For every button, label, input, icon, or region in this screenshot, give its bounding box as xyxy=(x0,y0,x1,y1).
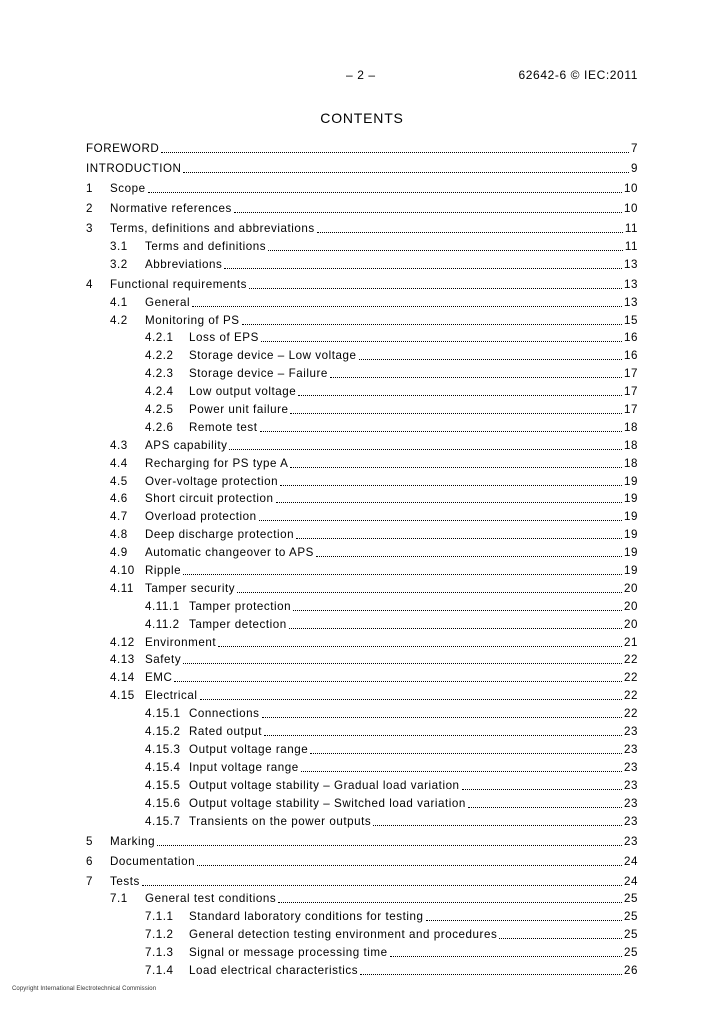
toc-entry[interactable] xyxy=(86,363,638,381)
dot-leader xyxy=(249,288,622,289)
toc-entry-page: 19 xyxy=(624,510,638,524)
toc-entry-page: 20 xyxy=(624,599,638,613)
toc-entry-number: 4.7 xyxy=(110,510,128,524)
toc-entry-number: 4.12 xyxy=(110,635,135,649)
toc-entry-number: 3.1 xyxy=(110,239,128,253)
toc-entry[interactable] xyxy=(86,156,638,176)
dot-leader xyxy=(289,628,622,629)
toc-entry-number: 4.2.2 xyxy=(145,349,174,363)
dot-leader xyxy=(359,359,622,360)
toc-entry-title: Environment xyxy=(145,635,217,649)
dot-leader xyxy=(197,865,622,866)
dot-leader xyxy=(296,538,622,539)
dot-leader xyxy=(468,807,622,808)
toc-entry-number: 7 xyxy=(86,874,93,888)
dot-leader xyxy=(280,485,622,486)
dot-leader xyxy=(298,395,622,396)
dot-leader xyxy=(261,341,622,342)
toc-entry-page: 19 xyxy=(624,474,638,488)
toc-entry-number: 4.15.6 xyxy=(145,796,181,810)
toc-entry[interactable] xyxy=(86,471,638,489)
toc-entry-page: 19 xyxy=(624,564,638,578)
toc-entry-title: Tamper security xyxy=(145,581,236,595)
dot-leader xyxy=(290,413,622,414)
toc-entry-number: 4.15.1 xyxy=(145,707,181,721)
dot-leader xyxy=(360,974,622,975)
toc-entry-page: 15 xyxy=(624,313,638,327)
toc-entry-page: 13 xyxy=(624,277,638,291)
dot-leader xyxy=(373,825,622,826)
dot-leader xyxy=(390,956,622,957)
toc-entry[interactable] xyxy=(86,196,638,216)
toc-entry[interactable] xyxy=(86,906,638,924)
toc-entry-number: 4.9 xyxy=(110,546,128,560)
dot-leader xyxy=(229,449,622,450)
toc-entry-title: Functional requirements xyxy=(110,277,248,291)
dot-leader xyxy=(161,152,629,153)
toc-entry-title: Normative references xyxy=(110,202,232,215)
dot-leader xyxy=(264,735,622,736)
toc-entry-title: Transients on the power outputs xyxy=(189,814,372,828)
dot-leader xyxy=(192,306,622,307)
toc-entry-page: 18 xyxy=(624,438,638,452)
toc-entry-title: Deep discharge protection xyxy=(145,528,295,542)
toc-entry-number: 4 xyxy=(86,277,93,291)
toc-entry-page: 22 xyxy=(624,689,638,703)
toc-entry-number: 4.3 xyxy=(110,438,128,452)
toc-entry-title: Abbreviations xyxy=(145,257,223,271)
toc-entry-number: 4.11.2 xyxy=(145,617,180,631)
toc-entry-number: 4.2.6 xyxy=(145,420,174,434)
toc-entry-title: Overload protection xyxy=(145,510,257,524)
toc-entry-title: INTRODUCTION xyxy=(86,162,182,175)
toc-entry-page: 19 xyxy=(624,546,638,560)
toc-entry[interactable] xyxy=(86,506,638,524)
toc-entry-number: 4.4 xyxy=(110,456,128,470)
toc-entry-title: Low output voltage xyxy=(189,385,297,399)
toc-entry-title: Safety xyxy=(145,653,182,667)
toc-entry[interactable] xyxy=(86,254,638,272)
toc-entry[interactable] xyxy=(86,216,638,236)
dot-leader xyxy=(278,902,622,903)
dot-leader xyxy=(276,502,622,503)
toc-entry[interactable] xyxy=(86,399,638,417)
toc-entry-page: 18 xyxy=(624,420,638,434)
toc-entry[interactable] xyxy=(86,889,638,907)
toc-entry-title: Monitoring of PS xyxy=(145,313,240,327)
toc-entry-title: Over-voltage protection xyxy=(145,474,279,488)
dot-leader xyxy=(310,753,622,754)
toc-entry-page: 16 xyxy=(624,331,638,345)
table-of-contents xyxy=(86,136,638,978)
toc-entry-page: 23 xyxy=(624,725,638,739)
dot-leader xyxy=(148,192,622,193)
toc-entry-page: 9 xyxy=(631,162,638,175)
toc-entry-title: Short circuit protection xyxy=(145,492,274,506)
toc-entry[interactable] xyxy=(86,489,638,507)
toc-entry-title: Marking xyxy=(110,834,156,848)
toc-entry-number: 4.8 xyxy=(110,528,128,542)
toc-entry-number: 4.11 xyxy=(110,581,134,595)
dot-leader xyxy=(499,938,622,939)
dot-leader xyxy=(237,592,622,593)
toc-entry-number: 4.1 xyxy=(110,295,128,309)
toc-entry-number: 4.2.5 xyxy=(145,403,174,417)
toc-entry-title: Storage device – Failure xyxy=(189,367,328,381)
copyright-notice: Copyright International Electrotechnical Commission xyxy=(12,986,157,992)
toc-entry-title: Rated output xyxy=(189,725,262,739)
toc-entry-title: Loss of EPS xyxy=(189,331,259,345)
toc-entry-page: 22 xyxy=(624,707,638,721)
toc-entry[interactable] xyxy=(86,793,638,811)
dot-leader xyxy=(142,885,622,886)
toc-entry-number: 4.2.3 xyxy=(145,367,174,381)
toc-entry[interactable] xyxy=(86,650,638,668)
dot-leader xyxy=(174,681,622,682)
toc-entry-page: 25 xyxy=(624,928,638,942)
toc-entry-page: 23 xyxy=(624,834,638,848)
toc-entry-title: Scope xyxy=(110,182,146,195)
toc-entry-page: 20 xyxy=(624,617,638,631)
toc-entry-title: Tests xyxy=(110,874,140,888)
toc-entry[interactable] xyxy=(86,960,638,978)
contents-heading: CONTENTS xyxy=(320,110,404,126)
dot-leader xyxy=(293,610,622,611)
toc-entry-number: 4.10 xyxy=(110,564,135,578)
toc-entry-number: 1 xyxy=(86,182,93,195)
toc-entry-page: 16 xyxy=(624,349,638,363)
dot-leader xyxy=(462,789,622,790)
toc-entry[interactable] xyxy=(86,703,638,721)
toc-entry[interactable] xyxy=(86,849,638,869)
toc-entry[interactable] xyxy=(86,292,638,310)
toc-entry-page: 10 xyxy=(624,202,638,215)
toc-entry-number: 4.15.7 xyxy=(145,814,181,828)
toc-entry-title: Output voltage stability – Gradual load variation xyxy=(189,778,460,792)
toc-entry[interactable] xyxy=(86,667,638,685)
toc-entry-number: 4.15.4 xyxy=(145,760,181,774)
toc-entry-title: Terms and definitions xyxy=(145,239,267,253)
toc-entry[interactable] xyxy=(86,417,638,435)
toc-entry[interactable] xyxy=(86,869,638,889)
toc-entry-page: 24 xyxy=(624,874,638,888)
toc-entry-number: 7.1.3 xyxy=(145,946,174,960)
toc-entry[interactable] xyxy=(86,272,638,292)
dot-leader xyxy=(157,845,622,846)
toc-entry-page: 22 xyxy=(624,671,638,685)
toc-entry[interactable] xyxy=(86,942,638,960)
toc-entry[interactable] xyxy=(86,345,638,363)
toc-entry-page: 10 xyxy=(624,182,638,195)
toc-entry-page: 17 xyxy=(624,385,638,399)
dot-leader xyxy=(218,646,622,647)
toc-entry-number: 7.1.4 xyxy=(145,963,174,977)
toc-entry-number: 5 xyxy=(86,834,93,848)
toc-entry-title: Ripple xyxy=(145,564,182,578)
toc-entry-page: 20 xyxy=(624,581,638,595)
toc-entry-number: 4.6 xyxy=(110,492,128,506)
toc-entry-title: Load electrical characteristics xyxy=(189,963,359,977)
toc-entry-page: 17 xyxy=(624,367,638,381)
toc-entry-page: 23 xyxy=(624,760,638,774)
toc-entry-number: 7.1 xyxy=(110,892,128,906)
toc-entry-page: 21 xyxy=(624,635,638,649)
toc-entry-number: 6 xyxy=(86,854,93,868)
dot-leader xyxy=(183,172,629,173)
toc-entry[interactable] xyxy=(86,310,638,328)
toc-entry-page: 11 xyxy=(624,222,638,235)
toc-entry-number: 4.15.2 xyxy=(145,725,181,739)
toc-entry-title: General test conditions xyxy=(145,892,277,906)
toc-entry-title: Input voltage range xyxy=(189,760,299,774)
toc-entry-title: Power unit failure xyxy=(189,403,289,417)
toc-entry[interactable] xyxy=(86,685,638,703)
toc-entry[interactable] xyxy=(86,614,638,632)
toc-entry-page: 23 xyxy=(624,778,638,792)
toc-entry[interactable] xyxy=(86,578,638,596)
toc-entry-number: 4.15 xyxy=(110,689,135,703)
toc-entry[interactable] xyxy=(86,632,638,650)
toc-entry-number: 4.13 xyxy=(110,653,135,667)
toc-entry[interactable] xyxy=(86,542,638,560)
toc-entry-title: Standard laboratory conditions for testing xyxy=(189,910,424,924)
toc-entry-page: 11 xyxy=(624,239,638,253)
toc-entry-number: 7.1.1 xyxy=(145,910,174,924)
dot-leader xyxy=(234,212,622,213)
page-number: – 2 – xyxy=(346,68,376,82)
toc-entry-title: Tamper detection xyxy=(189,617,287,631)
toc-entry[interactable] xyxy=(86,811,638,829)
toc-entry-title: FOREWORD xyxy=(86,142,160,155)
dot-leader xyxy=(317,232,623,233)
toc-entry[interactable] xyxy=(86,596,638,614)
toc-entry-title: Terms, definitions and abbreviations xyxy=(110,222,315,235)
dot-leader xyxy=(260,431,622,432)
toc-entry-title: Signal or message processing time xyxy=(189,946,388,960)
toc-entry[interactable] xyxy=(86,739,638,757)
dot-leader xyxy=(183,663,622,664)
toc-entry-page: 18 xyxy=(624,456,638,470)
toc-entry-page: 19 xyxy=(624,528,638,542)
toc-entry-title: APS capability xyxy=(145,438,228,452)
toc-entry-number: 3.2 xyxy=(110,257,128,271)
toc-entry[interactable] xyxy=(86,560,638,578)
toc-entry-title: Remote test xyxy=(189,420,258,434)
toc-entry-page: 23 xyxy=(624,814,638,828)
dot-leader xyxy=(242,324,622,325)
toc-entry-title: Documentation xyxy=(110,854,196,868)
toc-entry[interactable] xyxy=(86,829,638,849)
toc-entry-number: 3 xyxy=(86,222,93,235)
toc-entry-page: 25 xyxy=(624,910,638,924)
toc-entry-number: 4.2.4 xyxy=(145,385,174,399)
dot-leader xyxy=(301,771,622,772)
toc-entry-title: Recharging for PS type A xyxy=(145,456,289,470)
toc-entry-title: General xyxy=(145,295,191,309)
toc-entry-page: 23 xyxy=(624,796,638,810)
dot-leader xyxy=(290,467,622,468)
toc-entry[interactable] xyxy=(86,721,638,739)
toc-entry-title: Tamper protection xyxy=(189,599,292,613)
toc-entry-number: 4.2.1 xyxy=(145,331,174,345)
toc-entry-number: 2 xyxy=(86,202,93,215)
dot-leader xyxy=(426,920,623,921)
toc-entry[interactable] xyxy=(86,757,638,775)
toc-entry[interactable] xyxy=(86,381,638,399)
toc-entry-title: Connections xyxy=(189,707,260,721)
dot-leader xyxy=(268,250,623,251)
toc-entry[interactable] xyxy=(86,136,638,156)
toc-entry-page: 19 xyxy=(624,492,638,506)
toc-entry-number: 7.1.2 xyxy=(145,928,174,942)
toc-entry-number: 4.14 xyxy=(110,671,135,685)
toc-entry-title: General detection testing environment and procedures xyxy=(189,928,498,942)
dot-leader xyxy=(316,556,622,557)
toc-entry-title: Storage device – Low voltage xyxy=(189,349,357,363)
toc-entry[interactable] xyxy=(86,924,638,942)
toc-entry-page: 25 xyxy=(624,892,638,906)
toc-entry-page: 13 xyxy=(624,257,638,271)
toc-entry-title: EMC xyxy=(145,671,173,685)
toc-entry-number: 4.15.3 xyxy=(145,742,181,756)
standard-reference: 62642-6 © IEC:2011 xyxy=(518,68,638,82)
toc-entry-page: 23 xyxy=(624,742,638,756)
dot-leader xyxy=(200,699,622,700)
toc-entry-title: Automatic changeover to APS xyxy=(145,546,314,560)
toc-entry-number: 4.15.5 xyxy=(145,778,181,792)
dot-leader xyxy=(259,520,622,521)
dot-leader xyxy=(262,717,622,718)
toc-entry-page: 22 xyxy=(624,653,638,667)
toc-entry-title: Output voltage stability – Switched load variation xyxy=(189,796,466,810)
toc-entry[interactable] xyxy=(86,328,638,346)
toc-entry-page: 26 xyxy=(624,963,638,977)
toc-entry[interactable] xyxy=(86,176,638,196)
toc-entry-number: 4.2 xyxy=(110,313,128,327)
toc-entry-number: 4.5 xyxy=(110,474,128,488)
toc-entry[interactable] xyxy=(86,775,638,793)
toc-entry-number: 4.11.1 xyxy=(145,599,180,613)
toc-entry-page: 25 xyxy=(624,946,638,960)
toc-entry-page: 7 xyxy=(631,142,638,155)
toc-entry[interactable] xyxy=(86,435,638,453)
toc-entry[interactable] xyxy=(86,236,638,254)
dot-leader xyxy=(330,377,622,378)
dot-leader xyxy=(224,268,622,269)
toc-entry-title: Output voltage range xyxy=(189,742,309,756)
toc-entry[interactable] xyxy=(86,524,638,542)
toc-entry-title: Electrical xyxy=(145,689,198,703)
dot-leader xyxy=(183,574,622,575)
toc-entry-page: 24 xyxy=(624,854,638,868)
toc-entry-page: 13 xyxy=(624,295,638,309)
toc-entry[interactable] xyxy=(86,453,638,471)
toc-entry-page: 17 xyxy=(624,403,638,417)
